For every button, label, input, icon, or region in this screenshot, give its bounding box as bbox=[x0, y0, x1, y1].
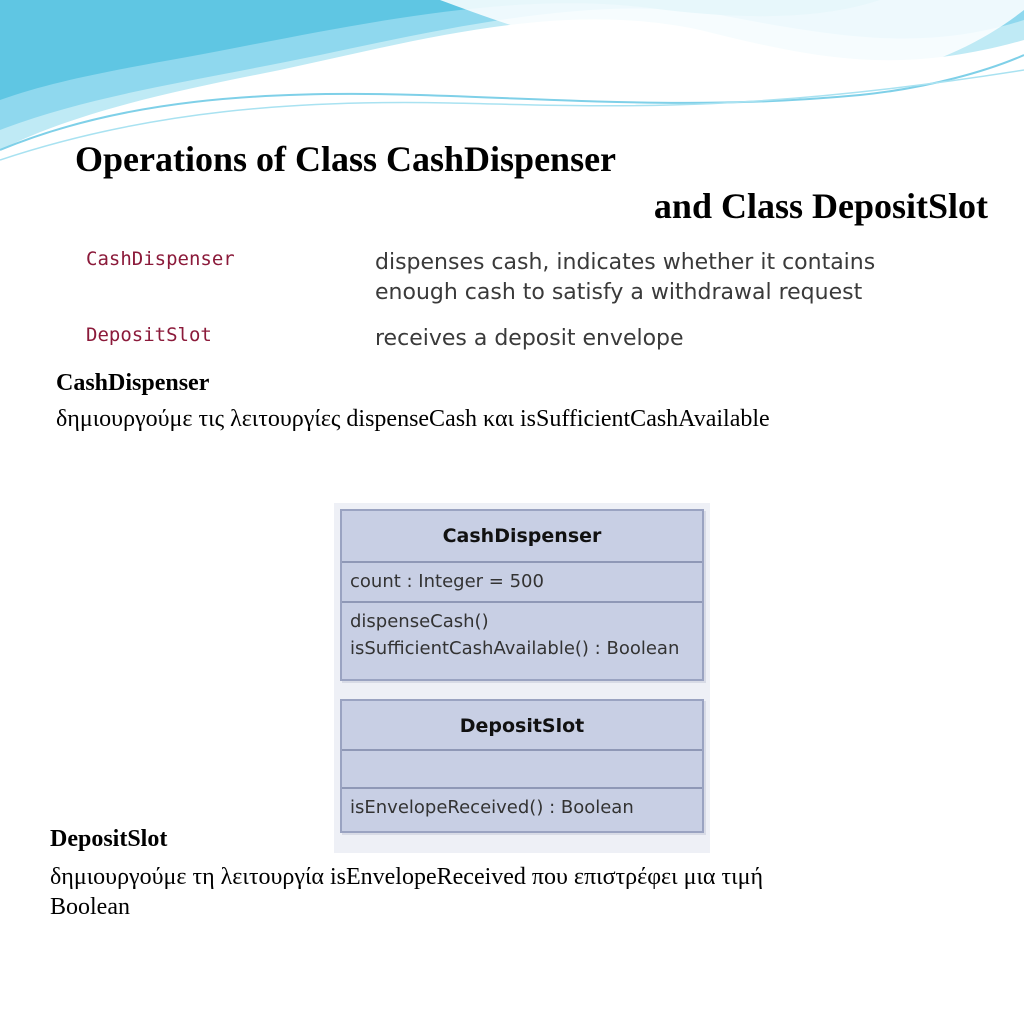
uml-operation: dispenseCash() bbox=[350, 611, 489, 632]
uml-class-cash-dispenser bbox=[340, 509, 704, 681]
responsibility-table bbox=[82, 240, 996, 354]
responsibility-class-name: CashDispenser bbox=[86, 248, 235, 270]
uml-operation-compartment bbox=[342, 601, 702, 679]
description-line: dispenses cash, indicates whether it contains bbox=[375, 250, 876, 275]
uml-attribute: count : Integer = 500 bbox=[350, 571, 544, 592]
description-line: receives a deposit envelope bbox=[375, 326, 684, 351]
deposit-text-line: δημιουργούμε τη λειτουργία isEnvelopeReceived που επιστρέφει μια τιμή bbox=[50, 864, 764, 890]
uml-class-name: DepositSlot bbox=[459, 715, 585, 737]
responsibility-class-name: DepositSlot bbox=[86, 324, 212, 346]
uml-attribute-compartment bbox=[342, 561, 702, 601]
cash-section-heading: CashDispenser bbox=[56, 370, 210, 396]
slide-title-line1: Operations of Class CashDispenser bbox=[75, 139, 617, 179]
uml-class-deposit-slot bbox=[340, 699, 704, 833]
slide-title-line2: and Class DepositSlot bbox=[653, 186, 988, 226]
cash-section-text: δημιουργούμε τις λειτουργίες dispenseCash και isSufficientCashAvailable bbox=[56, 406, 770, 432]
uml-operation-compartment bbox=[342, 787, 702, 831]
description-line: enough cash to satisfy a withdrawal request bbox=[375, 280, 863, 305]
uml-operation: isEnvelopeReceived() : Boolean bbox=[350, 797, 634, 818]
deposit-section-text bbox=[50, 862, 763, 922]
uml-name-compartment bbox=[342, 511, 702, 561]
uml-diagram bbox=[334, 503, 710, 853]
uml-attribute-compartment bbox=[342, 749, 702, 787]
deposit-text-line: Boolean bbox=[50, 894, 130, 920]
deposit-section-heading: DepositSlot bbox=[50, 826, 168, 852]
responsibility-description bbox=[375, 248, 975, 308]
uml-class-name: CashDispenser bbox=[442, 525, 602, 547]
responsibility-description bbox=[375, 324, 975, 354]
uml-name-compartment bbox=[342, 701, 702, 749]
uml-operation: isSufficientCashAvailable() : Boolean bbox=[350, 638, 680, 659]
